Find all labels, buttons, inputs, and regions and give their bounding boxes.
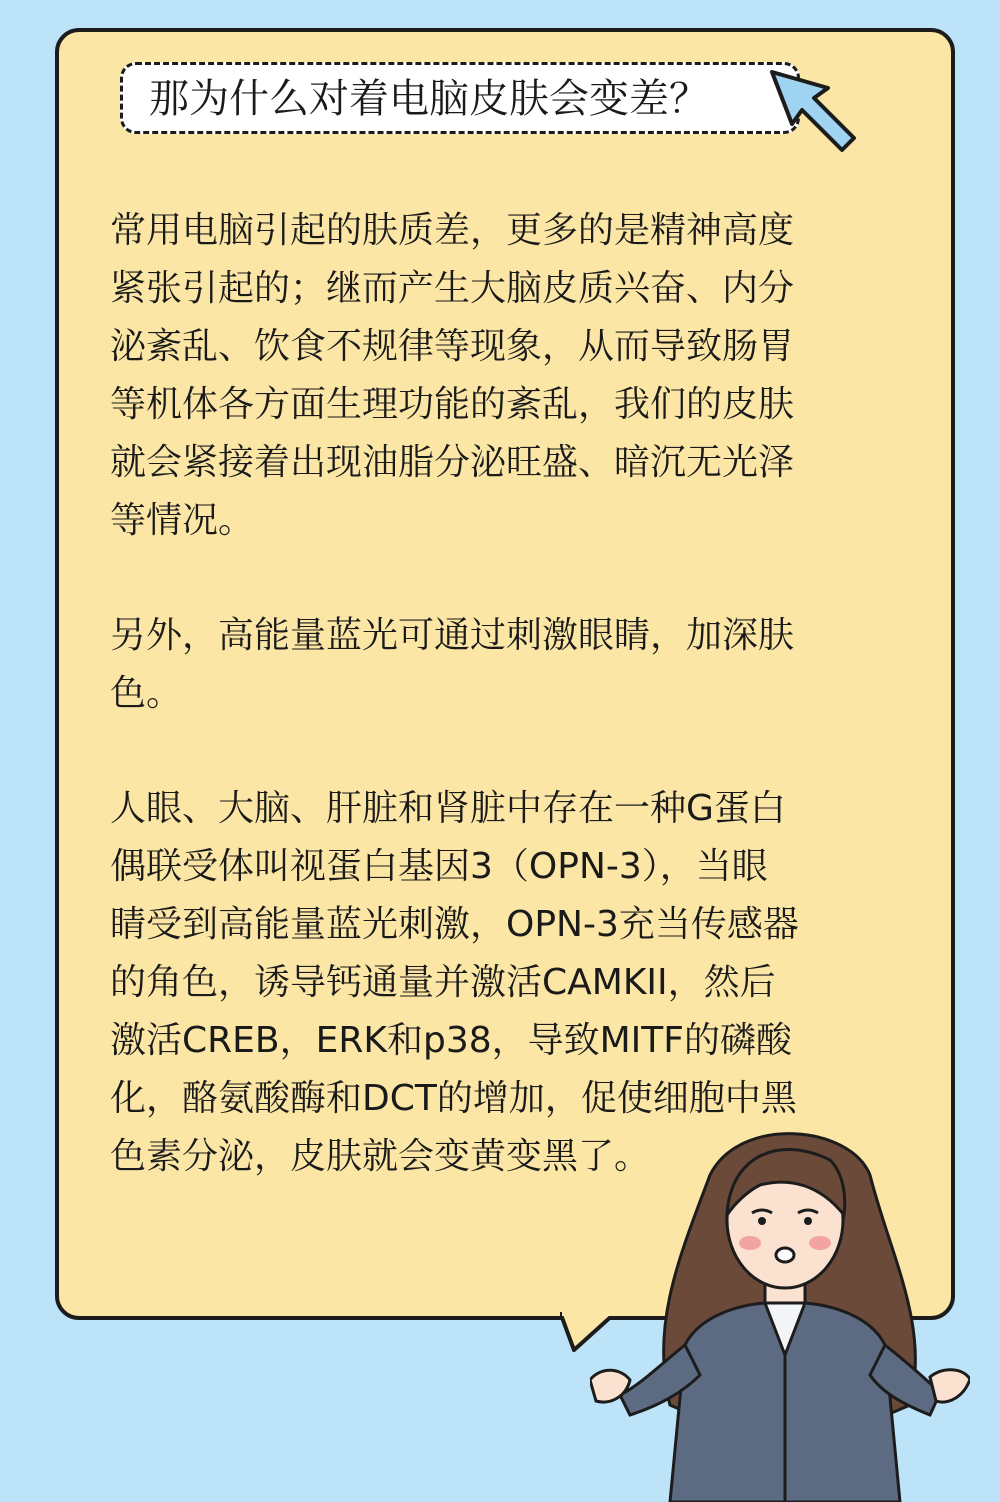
paragraph-blue-light: 另外，高能量蓝光可通过刺激眼睛，加深肤 色。 xyxy=(110,615,795,714)
paragraph-skin-causes: 常用电脑引起的肤质差，更多的是精神高度 紧张引起的；继而产生大脑皮质兴奋、内分 泌紊乱、饮食不规律等现象，从而导致肠胃 等机体各方面生理功能的紊乱，我们的皮肤 就会紧接着出现油脂分泌旺盛、暗沉无光泽 等情况。 xyxy=(110,210,795,541)
page-title: 那为什么对着电脑皮肤会变差？ xyxy=(149,76,709,122)
paragraph-opn3-mechanism: 人眼、大脑、肝脏和肾脏中存在一种G蛋白 偶联受体叫视蛋白基因3（OPN-3），当眼 睛受到高能量蓝光刺激，OPN-3充当传感器 的角色，诱导钙通量并激活CAMKII，然后 激活CREB，ERK和p38，导致MITF的磷酸 化，酪氨酸酶和DCT的增加，促使细胞中黑 色素分泌，皮肤就会变黄变黑了。 xyxy=(110,788,799,1177)
title-box xyxy=(120,62,800,134)
arrow-cursor-icon xyxy=(750,50,870,160)
woman-shrugging-illustration xyxy=(590,1105,970,1502)
